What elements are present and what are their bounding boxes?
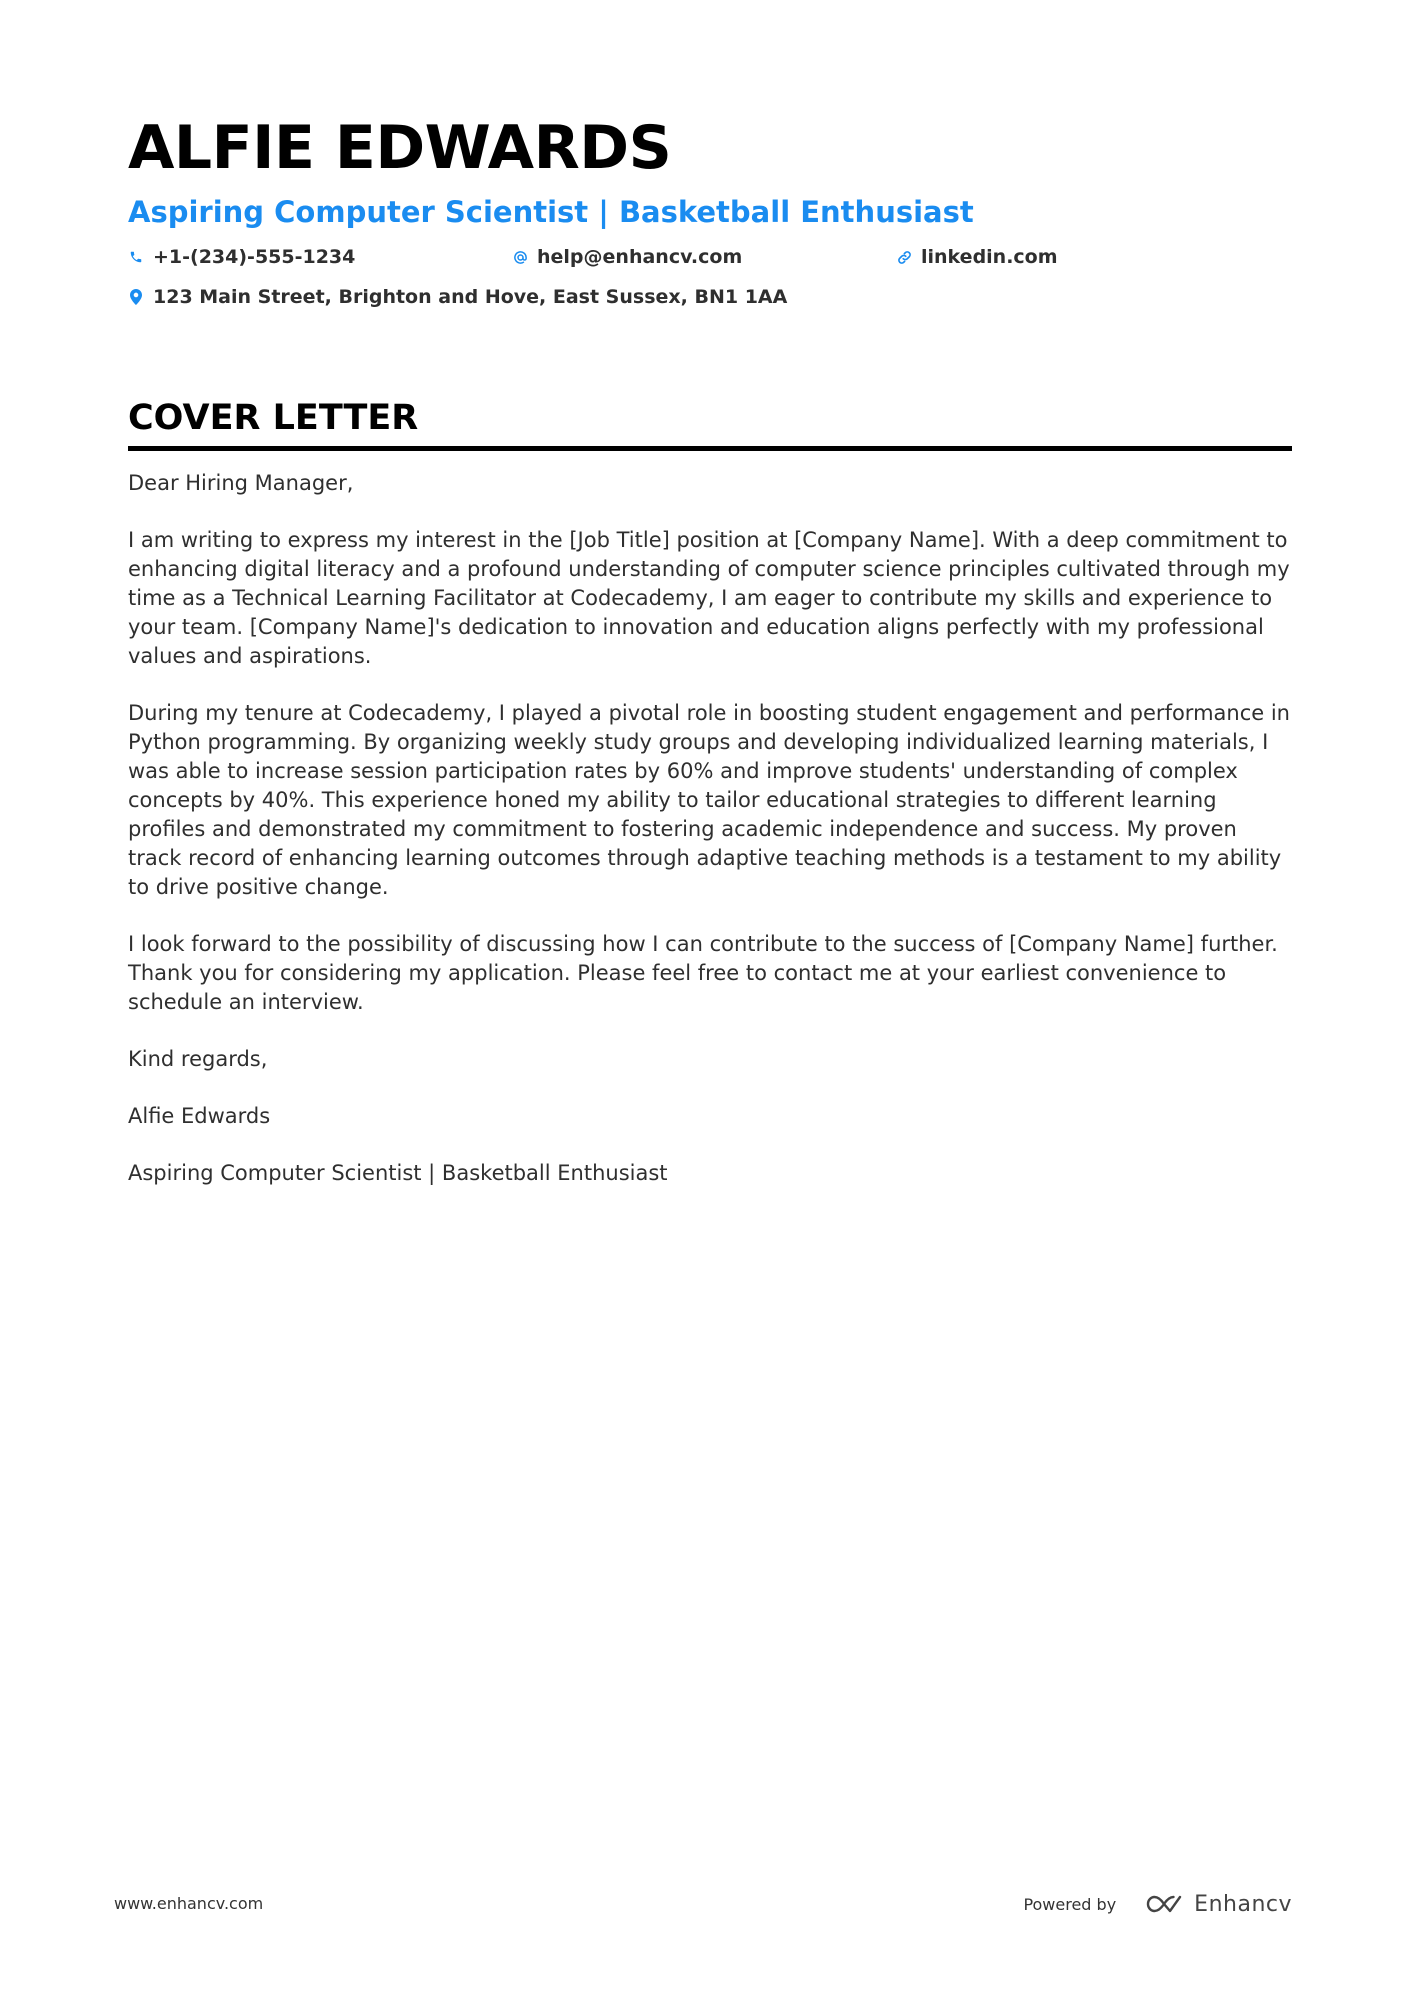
candidate-headline: Aspiring Computer Scientist | Basketball Enthusiast xyxy=(128,195,974,229)
location-pin-icon xyxy=(128,287,144,307)
letter-signature-title: Aspiring Computer Scientist | Basketball Enthusiast xyxy=(128,1161,668,1185)
letter-paragraph-3: I look forward to the possibility of discussing how I can contribute to the success of [Company Name] further. Thank you for considering my application. Please feel free to contact me at your earliest convenience to schedule an interview. xyxy=(128,932,1278,1014)
at-icon xyxy=(512,247,528,267)
phone-text: +1-(234)-555-1234 xyxy=(153,246,356,268)
linkedin-text: linkedin.com xyxy=(921,246,1058,268)
letter-paragraph-2: During my tenure at Codecademy, I played a pivotal role in boosting student engagement and performance in Python programming. By organizing weekly study groups and developing individualized learning materials, I was able to increase session participation rates by 60% and improve students' understanding of complex concepts by 40%. This experience honed my ability to tailor educational strategies to different learning profiles and demonstrated my commitment to fostering academic independence and success. My proven track record of enhancing learning outcomes through adaptive teaching methods is a testament to my ability to drive positive change. xyxy=(128,701,1290,899)
candidate-name: ALFIE EDWARDS xyxy=(128,113,672,183)
enhancv-logo-icon xyxy=(1142,1892,1186,1916)
contact-email[interactable] xyxy=(512,244,742,270)
letter-body xyxy=(128,469,1292,1188)
contact-info xyxy=(128,244,1292,324)
section-title-cover-letter: COVER LETTER xyxy=(128,396,1292,451)
address-text: 123 Main Street, Brighton and Hove, East Sussex, BN1 1AA xyxy=(153,286,788,308)
footer-website-link[interactable]: www.enhancv.com xyxy=(114,1894,264,1913)
link-icon xyxy=(896,247,912,267)
footer-branding xyxy=(1023,1886,1292,1922)
powered-by-label: Powered by xyxy=(1023,1894,1117,1914)
cover-letter-page xyxy=(128,112,1292,1216)
enhancv-logo[interactable] xyxy=(1142,1892,1292,1917)
brand-name: Enhancv xyxy=(1194,1891,1292,1917)
contact-phone[interactable] xyxy=(128,244,355,270)
letter-paragraph-1: I am writing to express my interest in the [Job Title] position at [Company Name]. With a deep commitment to enhancing digital literacy and a profound understanding of computer science principles cultivated through my time as a Technical Learning Facilitator at Codecademy, I am eager to contribute my skills and experience to your team. [Company Name]'s dedication to innovation and education aligns perfectly with my professional values and aspirations. xyxy=(128,528,1290,668)
letter-closing: Kind regards, xyxy=(128,1047,268,1071)
phone-icon xyxy=(128,247,144,267)
letter-salutation: Dear Hiring Manager, xyxy=(128,471,354,495)
letter-signature-name: Alfie Edwards xyxy=(128,1104,271,1128)
contact-linkedin[interactable] xyxy=(896,244,1058,270)
email-text: help@enhancv.com xyxy=(537,246,743,268)
contact-address xyxy=(128,284,787,310)
